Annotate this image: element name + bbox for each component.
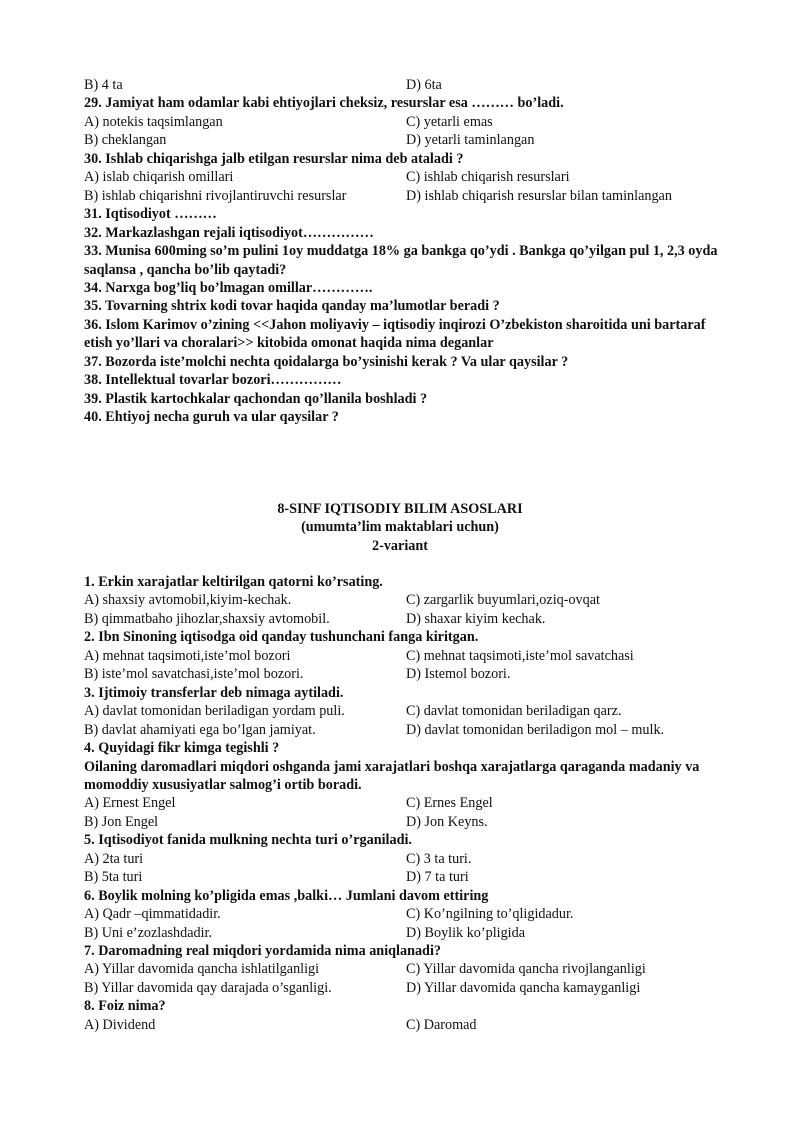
option-a: A) notekis taqsimlangan [84,113,223,130]
answer-row [84,924,724,942]
question-7: 7. Daromadning real miqdori yordamida nima aniqlanadi? [84,943,441,960]
answer-row [84,113,724,131]
option-c: C) Ernes Engel [406,795,493,812]
section-header [84,500,716,555]
option-a: A) mehnat taqsimoti,iste’mol bozori [84,647,291,664]
answer-row [84,76,724,94]
answer-row [84,721,724,739]
answer-row [84,979,724,997]
option-d: D) 7 ta turi [406,869,469,886]
option-b: B) 5ta turi [84,869,143,886]
option-b: B) iste’mol savatchasi,iste’mol bozori. [84,666,304,683]
question-36: 36. Islom Karimov o’zining <<Jahon moliyaviy – iqtisodiy inqirozi O’zbekiston sharoitida uni bartaraf etish yo’llari va choralari>> kitobida omonat haqida nima deganlar [84,316,706,352]
option-d: D) ishlab chiqarish resurslar bilan taminlangan [406,187,672,204]
answer-row [84,960,724,978]
header-subtitle: (umumta’lim maktablari uchun) [301,519,499,536]
option-d: D) Boylik ko’pligida [406,924,526,941]
question-4: 4. Quyidagi fikr kimga tegishli ? [84,740,280,757]
option-c: C) yetarli emas [406,113,493,130]
question-29: 29. Jamiyat ham odamlar kabi ehtiyojlari cheksiz, resurslar esa ……… bo’ladi. [84,95,564,112]
answer-row [84,665,724,683]
option-b: B) 4 ta [84,77,123,93]
answer-row [84,813,724,831]
option-d: D) 6ta [406,77,442,93]
option-d: D) Istemol bozori. [406,666,511,683]
question-39: 39. Plastik kartochkalar qachondan qo’llanila boshladi ? [84,390,428,407]
answer-row [84,868,724,886]
header-gap [84,555,724,573]
option-a: A) davlat tomonidan beriladigan yordam puli. [84,703,345,720]
answer-row [84,610,724,628]
option-d: D) Jon Keyns. [406,813,488,830]
question-31: 31. Iqtisodiyot ……… [84,206,217,223]
option-c: C) ishlab chiqarish resurslari [406,169,570,186]
question-2: 2. Ibn Sinoning iqtisodga oid qanday tushunchani fanga kiritgan. [84,629,479,646]
option-b: B) Uni e’zozlashdadir. [84,924,213,941]
question-5: 5. Iqtisodiyot fanida mulkning nechta turi o’rganiladi. [84,832,412,849]
answer-row [84,647,724,665]
option-b: B) Jon Engel [84,813,159,830]
option-b: B) davlat ahamiyati ega bo’lgan jamiyat. [84,721,316,738]
question-37: 37. Bozorda iste’molchi nechta qoidalarga bo’ysinishi kerak ? Va ular qaysilar ? [84,353,569,370]
question-38: 38. Intellektual tovarlar bozori…………… [84,372,342,389]
question-8: 8. Foiz nima? [84,998,166,1015]
option-c: C) Yillar davomida qancha rivojlanganligi [406,961,646,978]
option-a: A) shaxsiy avtomobil,kiyim-kechak. [84,592,292,609]
section-spacer [84,427,724,500]
answer-row [84,168,724,186]
question-3: 3. Ijtimoiy transferlar deb nimaga aytiladi. [84,684,344,701]
answer-row [84,905,724,923]
test-page [84,76,724,1034]
answer-row [84,591,724,609]
option-c: C) Daromad [406,1016,477,1033]
answer-row [84,131,724,149]
answer-row [84,187,724,205]
option-d: D) Yillar davomida qancha kamayganligi [406,979,641,996]
option-b: B) qimmatbaho jihozlar,shaxsiy avtomobil. [84,610,330,627]
answer-row [84,794,724,812]
option-c: C) mehnat taqsimoti,iste’mol savatchasi [406,647,634,664]
question-34: 34. Narxga bog’liq bo’lmagan omillar…………. [84,279,373,296]
option-c: C) zargarlik buyumlari,oziq-ovqat [406,592,600,609]
option-a: A) 2ta turi [84,850,144,867]
option-b: B) Yillar davomida qay darajada o’sganligi. [84,979,332,996]
option-b: B) ishlab chiqarishni rivojlantiruvchi resurslar [84,187,347,204]
option-d: D) davlat tomonidan beriladigon mol – mulk. [406,721,665,738]
question-1: 1. Erkin xarajatlar keltirilgan qatorni ko’rsating. [84,573,383,590]
option-a: A) Yillar davomida qancha ishlatilganligi [84,961,320,978]
answer-row [84,850,724,868]
option-a: A) islab chiqarish omillari [84,169,234,186]
option-d: D) shaxar kiyim kechak. [406,610,546,627]
option-a: A) Dividend [84,1016,156,1033]
question-40: 40. Ehtiyoj necha guruh va ular qaysilar ? [84,409,339,426]
option-b: B) cheklangan [84,132,167,149]
header-title: 8-SINF IQTISODIY BILIM ASOSLARI [277,500,523,517]
question-35: 35. Tovarning shtrix kodi tovar haqida qanday ma’lumotlar beradi ? [84,298,500,315]
answer-row [84,702,724,720]
option-d: D) yetarli taminlangan [406,132,535,149]
question-30: 30. Ishlab chiqarishga jalb etilgan resurslar nima deb ataladi ? [84,150,464,167]
question-6: 6. Boylik molning ko’pligida emas ,balki… Jumlani davom ettiring [84,887,489,904]
question-32: 32. Markazlashgan rejali iqtisodiyot…………… [84,224,374,241]
question-33: 33. Munisa 600ming so’m pulini 1oy muddatga 18% ga bankga qo’ydi . Bankga qo’yilgan pul 1, 2,3 oyda saqlansa , qancha bo’lib qaytadi? [84,243,718,278]
answer-row [84,1016,724,1034]
option-a: A) Qadr –qimmatidadir. [84,906,221,923]
header-variant: 2-variant [372,537,428,554]
option-c: C) Ko’ngilning to’qligidadur. [406,906,574,923]
question-4-quote: Oilaning daromadlari miqdori oshganda jami xarajatlari boshqa xarajatlarga qaraganda madaniy va momoddiy xususiyatlar salmog’i ortib boradi. [84,758,700,793]
option-a: A) Ernest Engel [84,795,176,812]
option-c: C) 3 ta turi. [406,850,472,867]
option-c: C) davlat tomonidan beriladigan qarz. [406,703,622,720]
